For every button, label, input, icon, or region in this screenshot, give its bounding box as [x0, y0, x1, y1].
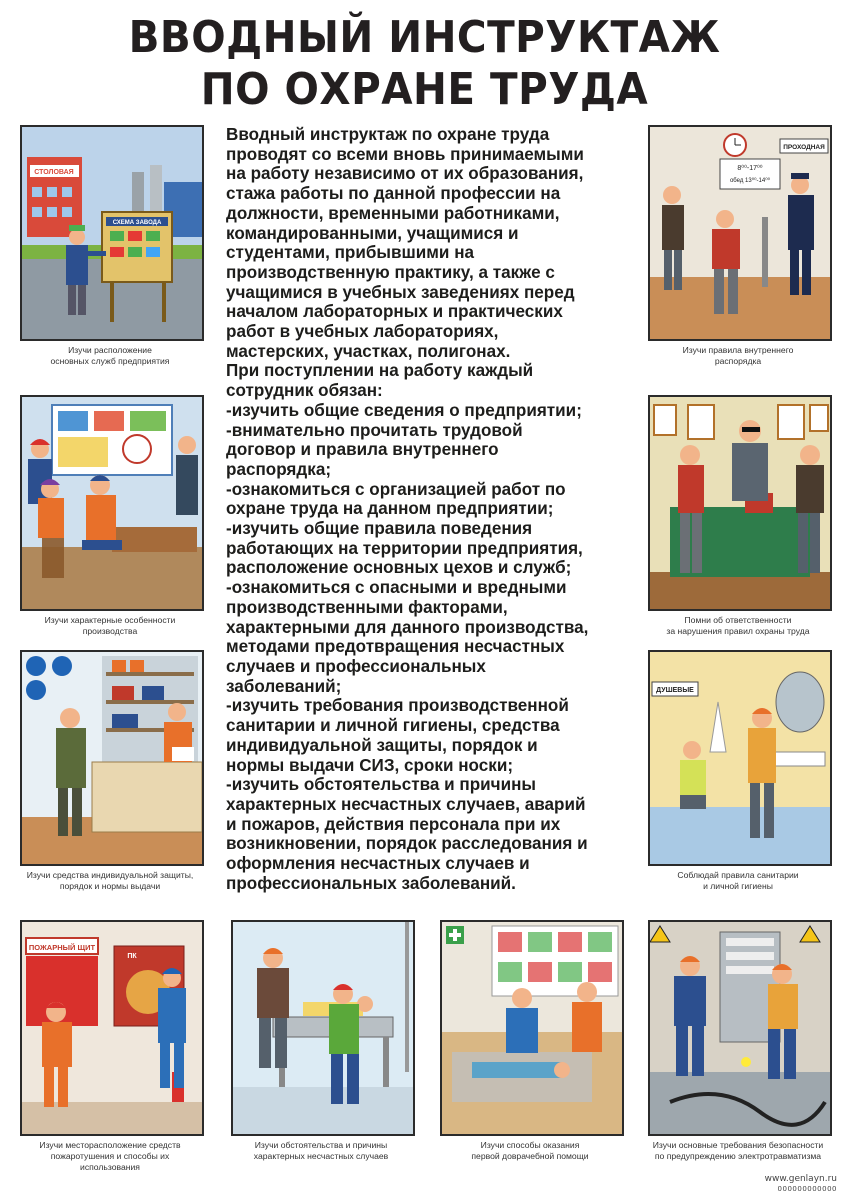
text-line: -изучить общие правила поведения — [226, 519, 533, 539]
working-hours: 8⁰⁰-17⁰⁰ — [737, 165, 763, 172]
text-line: договор и правила внутреннего — [226, 440, 499, 460]
text-line: -ознакомиться с организацией работ по — [226, 479, 566, 499]
checkpoint-picture — [650, 127, 830, 339]
title-line-1: ВВОДНЫЙ ИНСТРУКТАЖ — [128, 12, 721, 63]
poster-title — [34, 12, 815, 116]
illustration-sanitation — [648, 650, 832, 866]
illustration-ppe — [20, 650, 204, 866]
text-line: стажа работы по данной профессии на — [226, 184, 561, 204]
text-line: производственную практику, а также с — [226, 262, 555, 282]
shower-sign: ДУШЕВЫЕ — [656, 687, 694, 694]
text-line: проводят со всеми вновь принимаемыми — [226, 144, 584, 164]
text-line: случаев и профессиональных — [226, 656, 486, 676]
instruction-text — [226, 125, 636, 893]
text-line: студентами, прибывшими на — [226, 243, 475, 263]
text-line: охране труда на данном предприятии; — [226, 499, 554, 519]
text-line: производственными факторами, — [226, 597, 508, 617]
text-line: Вводный инструктаж по охране труда — [226, 125, 550, 144]
caption-line: Изучи основные требования безопасности — [652, 1140, 824, 1150]
caption-line: Соблюдай правила санитарии — [677, 870, 799, 880]
accident-picture — [233, 922, 413, 1134]
checkpoint-sign: ПРОХОДНАЯ — [783, 144, 825, 151]
washroom-picture — [650, 652, 830, 864]
text-line: санитарии и личной гигиены, средства — [226, 716, 560, 736]
text-line: -изучить обстоятельства и причины — [226, 775, 537, 795]
illustration-responsibility — [648, 395, 832, 611]
text-line: мастерских, участках, полигонах. — [226, 341, 511, 361]
caption-line: за нарушения правил охраны труда — [666, 626, 810, 636]
text-line: -ознакомиться с опасными и вредными — [226, 578, 567, 598]
illustration-accidents — [231, 920, 415, 1136]
text-line: -изучить общие сведения о предприятии; — [226, 400, 582, 420]
caption-line: пожаротушения и способы их использования — [50, 1151, 170, 1172]
text-line: индивидуальной защиты, порядок и — [226, 735, 538, 755]
caption-line: по предупреждению электротравматизма — [654, 1151, 822, 1161]
caption-line: Изучи способы оказания — [480, 1140, 580, 1150]
illustration-production-features — [20, 395, 204, 611]
plant-scheme-sign: СХЕМА ЗАВОДА — [112, 220, 162, 226]
caption-line: характерных несчастных случаев — [253, 1151, 389, 1161]
caption-production-features — [20, 615, 200, 637]
text-line: оформления несчастных случаев и — [226, 854, 530, 874]
text-line: характерных несчастных случаев, аварий — [226, 794, 586, 814]
illustration-internal-regulations — [648, 125, 832, 341]
publisher-footer — [765, 1174, 837, 1194]
text-line: характерными для данного производства, — [226, 617, 589, 637]
text-line: на работу независимо от их образования, — [226, 164, 584, 184]
caption-accidents — [231, 1140, 411, 1162]
office-picture — [650, 397, 830, 609]
caption-ppe — [20, 870, 200, 892]
caption-line: Изучи расположение — [68, 345, 152, 355]
text-line: нормы выдачи СИЗ, сроки носки; — [226, 755, 514, 775]
caption-fire-equipment — [20, 1140, 200, 1173]
fire-shield-sign: ПОЖАРНЫЙ ЩИТ — [28, 943, 96, 952]
plant-layout-picture — [22, 127, 202, 339]
classroom-picture — [22, 397, 202, 609]
text-line: При поступлении на работу каждый — [226, 361, 534, 381]
text-line: сотрудник обязан: — [226, 381, 383, 401]
caption-line: Изучи средства индивидуальной защиты, — [26, 870, 194, 880]
caption-responsibility — [648, 615, 828, 637]
illustration-electrical-safety — [648, 920, 832, 1136]
caption-line: первой доврачебной помощи — [471, 1151, 589, 1161]
text-line: началом лабораторных и практических — [226, 302, 563, 322]
text-line: работающих на территории предприятия, — [226, 538, 583, 558]
fire-hydrant-sign: ПК — [127, 953, 137, 960]
text-line: методами предотвращения несчастных — [226, 637, 565, 657]
caption-line: производства — [82, 626, 138, 636]
first-aid-picture — [442, 922, 622, 1134]
title-line-2: ПО ОХРАНЕ ТРУДА — [200, 64, 649, 115]
ppe-store-picture — [22, 652, 202, 864]
text-line: командированными, учащимися и — [226, 223, 519, 243]
text-line: и пожаров, действия персонала при их — [226, 814, 561, 834]
lunch-hours: обед 13⁰⁰-14⁰⁰ — [729, 178, 771, 184]
caption-line: распорядка — [714, 356, 762, 366]
caption-line: Изучи характерные особенности — [44, 615, 176, 625]
fire-shield-picture — [22, 922, 202, 1134]
illustration-plant-layout — [20, 125, 204, 341]
text-line: должности, временными работниками, — [226, 203, 560, 223]
caption-line: Изучи обстоятельства и причины — [254, 1140, 388, 1150]
caption-sanitation — [648, 870, 828, 892]
electric-shock-picture — [650, 922, 830, 1134]
text-line: -изучить требования производственной — [226, 696, 569, 716]
caption-plant-layout — [20, 345, 200, 367]
caption-line: Изучи правила внутреннего — [682, 345, 794, 355]
text-line: заболеваний; — [226, 676, 342, 696]
caption-first-aid — [440, 1140, 620, 1162]
text-line: учащимися в учебных заведениях перед — [226, 282, 575, 302]
text-line: возникновении, порядок расследования и — [226, 834, 588, 854]
text-line: профессиональных заболеваний. — [226, 873, 516, 893]
publisher-site: www.genlayn.ru — [764, 1174, 837, 1184]
illustration-fire-equipment — [20, 920, 204, 1136]
publisher-code: 000000000000 — [777, 1185, 837, 1193]
caption-internal-regulations — [648, 345, 828, 367]
caption-electrical-safety — [648, 1140, 828, 1162]
caption-line: и личной гигиены — [703, 881, 773, 891]
illustration-first-aid — [440, 920, 624, 1136]
caption-line: основных служб предприятия — [50, 356, 170, 366]
text-line: расположение основных цехов и служб; — [226, 558, 572, 578]
canteen-sign: СТОЛОВАЯ — [34, 169, 74, 176]
text-line: -внимательно прочитать трудовой — [226, 420, 523, 440]
caption-line: порядок и нормы выдачи — [59, 881, 161, 891]
text-line: распорядка; — [226, 459, 332, 479]
text-line: работ в учебных лабораториях, — [226, 322, 499, 342]
caption-line: Изучи месторасположение средств — [39, 1140, 181, 1150]
caption-line: Помни об ответственности — [684, 615, 792, 625]
